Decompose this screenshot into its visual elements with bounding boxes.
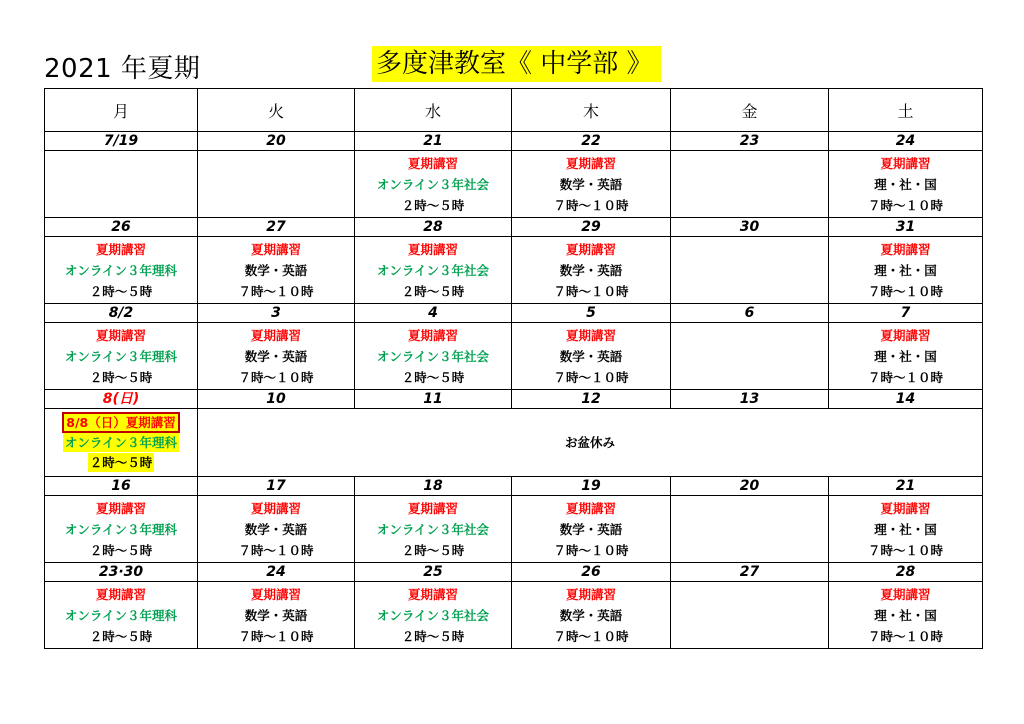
course-time: ７時～１０時 bbox=[867, 283, 943, 299]
course-title: 夏期講習 bbox=[880, 586, 931, 602]
course-title: 夏期講習 bbox=[880, 241, 931, 257]
weekday-thu: 木 bbox=[512, 89, 671, 132]
date-row bbox=[45, 390, 983, 409]
date-cell: 24 bbox=[829, 132, 983, 151]
date-cell: 7 bbox=[829, 304, 983, 323]
date-cell: 8/2 bbox=[45, 304, 198, 323]
schedule-cell bbox=[829, 582, 983, 649]
date-cell: 20 bbox=[198, 132, 355, 151]
year-term-title: 2021 年夏期 bbox=[44, 54, 201, 84]
course-subject: オンライン３年理科 bbox=[64, 348, 178, 364]
date-row bbox=[45, 477, 983, 496]
course-subject: 理・社・国 bbox=[874, 262, 937, 278]
date-cell: 21 bbox=[829, 477, 983, 496]
schedule-cell bbox=[829, 151, 983, 218]
course-subject: オンライン３年社会 bbox=[376, 521, 490, 537]
course-subject: 理・社・国 bbox=[874, 176, 937, 192]
schedule-cell bbox=[45, 496, 198, 563]
schedule-row bbox=[45, 237, 983, 304]
course-title: 夏期講習 bbox=[95, 241, 146, 257]
course-time: ２時～５時 bbox=[89, 628, 153, 644]
schedule-row bbox=[45, 582, 983, 649]
date-cell: 28 bbox=[829, 563, 983, 582]
weekday-header-row bbox=[45, 89, 983, 132]
date-cell: 27 bbox=[671, 563, 829, 582]
course-title: 夏期講習 bbox=[407, 586, 458, 602]
course-time: ２時～５時 bbox=[401, 369, 465, 385]
summer-schedule-table bbox=[44, 88, 983, 649]
date-row bbox=[45, 132, 983, 151]
schedule-cell bbox=[198, 496, 355, 563]
date-cell: 5 bbox=[512, 304, 671, 323]
date-cell: 13 bbox=[671, 390, 829, 409]
date-cell: 12 bbox=[512, 390, 671, 409]
course-time: ７時～１０時 bbox=[553, 542, 629, 558]
course-time: ２時～５時 bbox=[89, 542, 153, 558]
schedule-cell bbox=[512, 237, 671, 304]
date-cell: 21 bbox=[355, 132, 512, 151]
schedule-cell-empty bbox=[671, 582, 829, 649]
course-time: ７時～１０時 bbox=[867, 369, 943, 385]
date-cell: 25 bbox=[355, 563, 512, 582]
schedule-cell bbox=[198, 582, 355, 649]
schedule-row bbox=[45, 496, 983, 563]
course-title: 夏期講習 bbox=[565, 586, 616, 602]
course-title: 夏期講習 bbox=[95, 586, 146, 602]
classroom-title: 多度津教室《 中学部 》 bbox=[372, 46, 661, 82]
course-time: ２時～５時 bbox=[401, 628, 465, 644]
schedule-cell-empty bbox=[671, 151, 829, 218]
weekday-wed: 水 bbox=[355, 89, 512, 132]
schedule-row bbox=[45, 409, 983, 477]
course-title: 夏期講習 bbox=[407, 155, 458, 171]
date-cell-highlight: 8(日) bbox=[45, 390, 198, 409]
course-title: 夏期講習 bbox=[250, 241, 301, 257]
course-subject: 理・社・国 bbox=[874, 521, 937, 537]
schedule-row bbox=[45, 323, 983, 390]
course-time: ７時～１０時 bbox=[867, 628, 943, 644]
course-title: 夏期講習 bbox=[407, 327, 458, 343]
weekday-tue: 火 bbox=[198, 89, 355, 132]
date-cell: 6 bbox=[671, 304, 829, 323]
course-time: ７時～１０時 bbox=[867, 197, 943, 213]
special-course-time: ２時～５時 bbox=[89, 455, 153, 470]
course-time: ２時～５時 bbox=[89, 369, 153, 385]
date-row bbox=[45, 218, 983, 237]
schedule-cell-empty bbox=[45, 151, 198, 218]
course-title: 夏期講習 bbox=[880, 500, 931, 516]
course-time: ２時～５時 bbox=[401, 542, 465, 558]
course-title: 夏期講習 bbox=[250, 500, 301, 516]
schedule-cell bbox=[829, 237, 983, 304]
schedule-cell bbox=[45, 237, 198, 304]
course-time: ７時～１０時 bbox=[238, 628, 314, 644]
course-subject: オンライン３年理科 bbox=[64, 262, 178, 278]
schedule-cell bbox=[829, 323, 983, 390]
schedule-cell bbox=[45, 582, 198, 649]
course-subject: 数学・英語 bbox=[559, 262, 623, 278]
course-time: ７時～１０時 bbox=[553, 369, 629, 385]
course-time: ２時～５時 bbox=[401, 197, 465, 213]
schedule-cell bbox=[829, 496, 983, 563]
date-cell: 27 bbox=[198, 218, 355, 237]
course-time: ２時～５時 bbox=[89, 283, 153, 299]
course-subject: 数学・英語 bbox=[559, 521, 623, 537]
course-subject: オンライン３年社会 bbox=[376, 262, 490, 278]
date-cell: 7/19 bbox=[45, 132, 198, 151]
course-time: ７時～１０時 bbox=[867, 542, 943, 558]
course-subject: 数学・英語 bbox=[244, 348, 308, 364]
course-title: 夏期講習 bbox=[565, 327, 616, 343]
course-title: 夏期講習 bbox=[880, 155, 931, 171]
course-time: ７時～１０時 bbox=[553, 197, 629, 213]
course-time: ７時～１０時 bbox=[553, 628, 629, 644]
schedule-cell-empty bbox=[671, 237, 829, 304]
course-subject: オンライン３年理科 bbox=[64, 607, 178, 623]
course-title: 夏期講習 bbox=[250, 327, 301, 343]
date-cell: 10 bbox=[198, 390, 355, 409]
course-title: 夏期講習 bbox=[565, 500, 616, 516]
course-subject: 数学・英語 bbox=[244, 607, 308, 623]
schedule-cell bbox=[512, 323, 671, 390]
course-title: 夏期講習 bbox=[407, 241, 458, 257]
course-title: 夏期講習 bbox=[95, 327, 146, 343]
course-title: 夏期講習 bbox=[565, 241, 616, 257]
course-title: 夏期講習 bbox=[95, 500, 146, 516]
schedule-cell-empty bbox=[198, 151, 355, 218]
date-cell: 24 bbox=[198, 563, 355, 582]
course-subject: 理・社・国 bbox=[874, 607, 937, 623]
course-title: 夏期講習 bbox=[250, 586, 301, 602]
course-time: ７時～１０時 bbox=[238, 369, 314, 385]
date-row bbox=[45, 304, 983, 323]
date-row bbox=[45, 563, 983, 582]
weekday-sat: 土 bbox=[829, 89, 983, 132]
date-cell: 29 bbox=[512, 218, 671, 237]
date-cell: 23 bbox=[671, 132, 829, 151]
date-cell: 3 bbox=[198, 304, 355, 323]
course-subject: 数学・英語 bbox=[559, 176, 623, 192]
course-title: 夏期講習 bbox=[407, 500, 458, 516]
schedule-cell-empty bbox=[671, 323, 829, 390]
course-subject: 数学・英語 bbox=[559, 348, 623, 364]
schedule-cell bbox=[355, 496, 512, 563]
course-subject: オンライン３年理科 bbox=[64, 521, 178, 537]
date-cell: 26 bbox=[512, 563, 671, 582]
date-cell: 16 bbox=[45, 477, 198, 496]
schedule-cell bbox=[198, 237, 355, 304]
schedule-row bbox=[45, 151, 983, 218]
schedule-cell bbox=[355, 237, 512, 304]
course-time: ２時～５時 bbox=[401, 283, 465, 299]
course-time: ７時～１０時 bbox=[238, 283, 314, 299]
course-subject: オンライン３年社会 bbox=[376, 607, 490, 623]
weekday-mon: 月 bbox=[45, 89, 198, 132]
course-subject: 理・社・国 bbox=[874, 348, 937, 364]
date-cell: 22 bbox=[512, 132, 671, 151]
schedule-cell-empty bbox=[671, 496, 829, 563]
date-cell: 17 bbox=[198, 477, 355, 496]
date-cell: 23·30 bbox=[45, 563, 198, 582]
obon-holiday-cell: お盆休み bbox=[198, 409, 983, 477]
schedule-cell bbox=[355, 582, 512, 649]
schedule-cell bbox=[45, 323, 198, 390]
date-cell: 26 bbox=[45, 218, 198, 237]
schedule-cell bbox=[355, 323, 512, 390]
schedule-cell bbox=[512, 582, 671, 649]
course-subject: 数学・英語 bbox=[559, 607, 623, 623]
date-cell: 20 bbox=[671, 477, 829, 496]
special-schedule-cell bbox=[45, 409, 198, 477]
course-title: 夏期講習 bbox=[565, 155, 616, 171]
date-cell: 14 bbox=[829, 390, 983, 409]
weekday-fri: 金 bbox=[671, 89, 829, 132]
special-course-title: 8/8（日）夏期講習 bbox=[62, 412, 179, 433]
date-cell: 18 bbox=[355, 477, 512, 496]
date-cell: 4 bbox=[355, 304, 512, 323]
schedule-cell bbox=[512, 151, 671, 218]
date-cell: 30 bbox=[671, 218, 829, 237]
date-cell: 28 bbox=[355, 218, 512, 237]
course-title: 夏期講習 bbox=[880, 327, 931, 343]
date-cell: 11 bbox=[355, 390, 512, 409]
special-course-subject: オンライン３年理科 bbox=[64, 435, 178, 450]
course-subject: オンライン３年社会 bbox=[376, 348, 490, 364]
schedule-cell bbox=[355, 151, 512, 218]
course-subject: オンライン３年社会 bbox=[376, 176, 490, 192]
course-subject: 数学・英語 bbox=[244, 521, 308, 537]
course-time: ７時～１０時 bbox=[238, 542, 314, 558]
course-subject: 数学・英語 bbox=[244, 262, 308, 278]
date-cell: 19 bbox=[512, 477, 671, 496]
schedule-cell bbox=[512, 496, 671, 563]
course-time: ７時～１０時 bbox=[553, 283, 629, 299]
date-cell: 31 bbox=[829, 218, 983, 237]
schedule-cell bbox=[198, 323, 355, 390]
